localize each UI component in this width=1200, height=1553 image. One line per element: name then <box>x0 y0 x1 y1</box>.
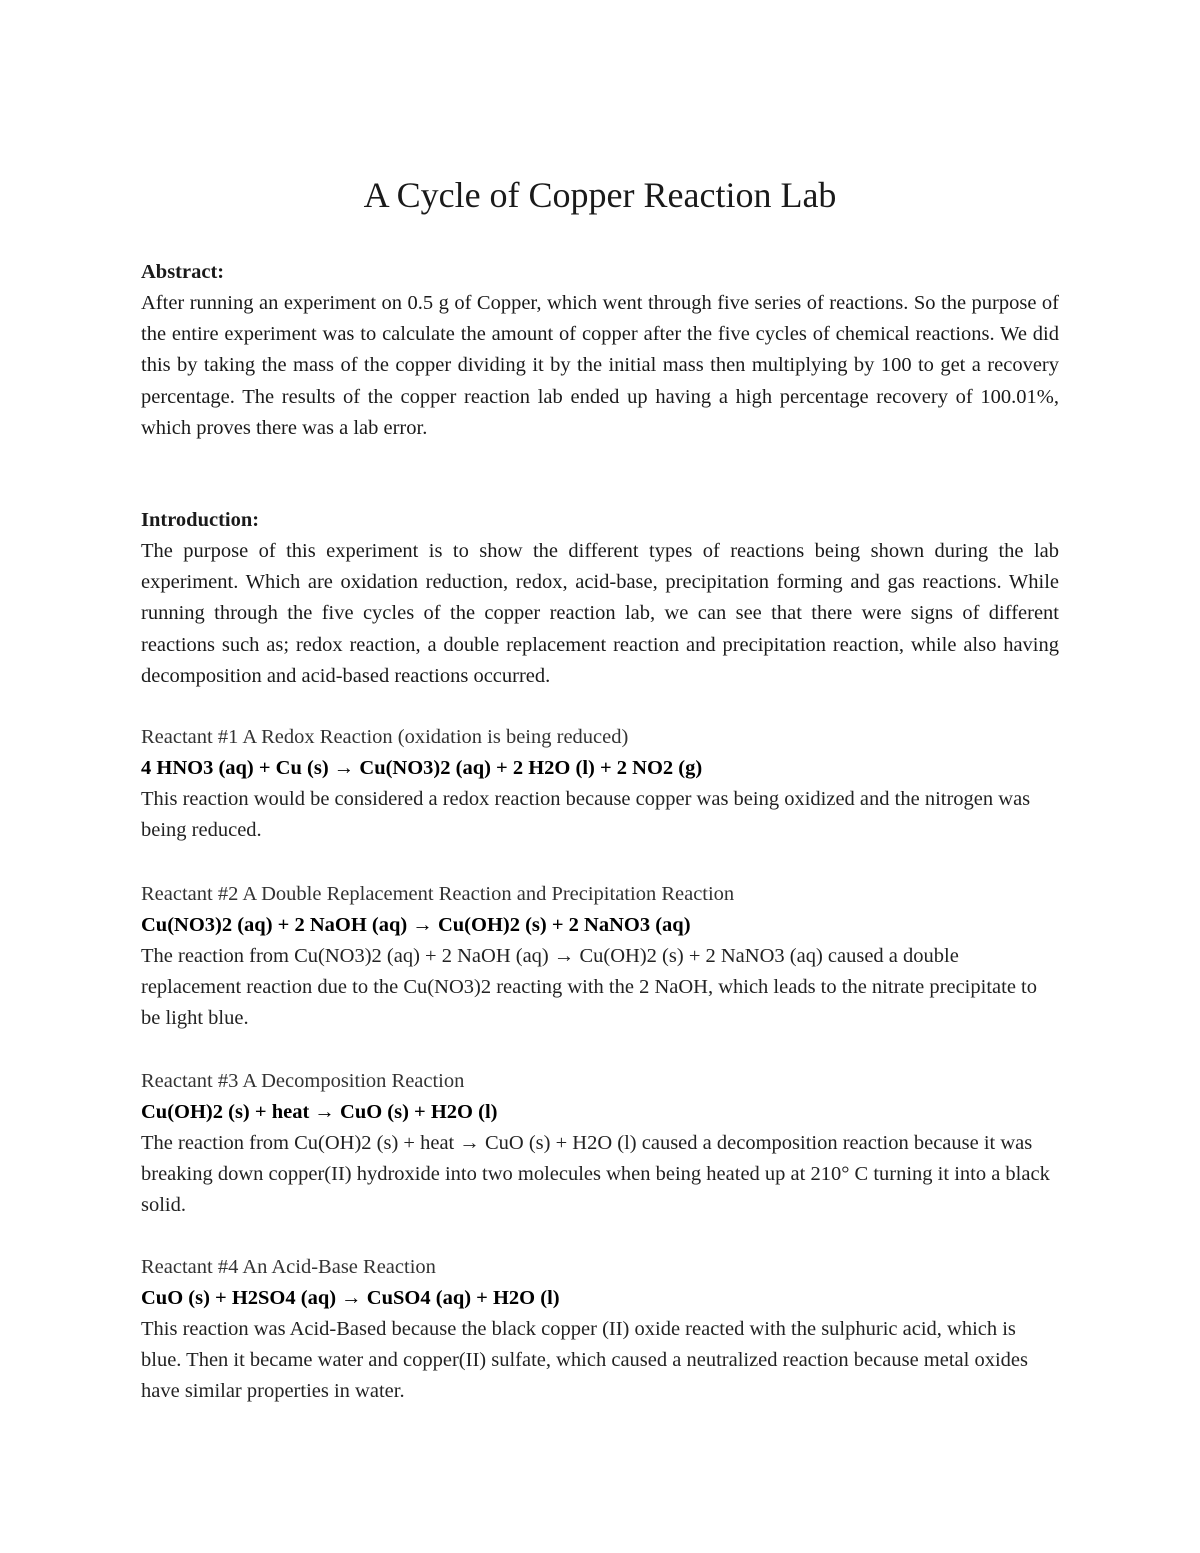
reaction-3 <box>141 1066 1059 1222</box>
reaction-1-equation: 4 HNO3 (aq) + Cu (s) → Cu(NO3)2 (aq) + 2 H2O (l) + 2 NO2 (g) <box>141 757 703 779</box>
introduction-section <box>141 505 1059 692</box>
reaction-1-description: This reaction would be considered a redox reaction because copper was being oxidized and the nitrogen was being reduced. <box>141 788 1031 842</box>
reaction-4-description: This reaction was Acid-Based because the black copper (II) oxide reacted with the sulphuric acid, which is blue. Then it became water and copper(II) sulfate, which caused a neutralized reaction because metal oxides have similar properties in water. <box>141 1318 1028 1403</box>
reaction-4-label: Reactant #4 An Acid-Base Reaction <box>141 1256 436 1278</box>
reaction-1-label: Reactant #1 A Redox Reaction (oxidation is being reduced) <box>141 726 629 748</box>
abstract-heading: Abstract: <box>141 261 225 283</box>
reaction-4-equation: CuO (s) + H2SO4 (aq) → CuSO4 (aq) + H2O (l) <box>141 1287 560 1309</box>
reaction-2-equation: Cu(NO3)2 (aq) + 2 NaOH (aq) → Cu(OH)2 (s) + 2 NaNO3 (aq) <box>141 914 691 936</box>
reaction-2-description: The reaction from Cu(NO3)2 (aq) + 2 NaOH (aq) → Cu(OH)2 (s) + 2 NaNO3 (aq) caused a double replacement reaction due to the Cu(NO3)2 reacting with the 2 NaOH, which leads to the nitrate precipitate to be light blue. <box>141 945 1037 1030</box>
reaction-1 <box>141 722 1059 846</box>
reaction-3-label: Reactant #3 A Decomposition Reaction <box>141 1070 465 1092</box>
abstract-section <box>141 257 1059 444</box>
reaction-4 <box>141 1252 1059 1408</box>
introduction-heading: Introduction: <box>141 509 260 531</box>
reaction-2-label: Reactant #2 A Double Replacement Reaction and Precipitation Reaction <box>141 883 735 905</box>
reaction-3-description: The reaction from Cu(OH)2 (s) + heat → CuO (s) + H2O (l) caused a decomposition reaction because it was breaking down copper(II) hydroxide into two molecules when being heated up at 210° C turning it into a black solid. <box>141 1132 1050 1217</box>
reaction-3-equation: Cu(OH)2 (s) + heat → CuO (s) + H2O (l) <box>141 1101 498 1123</box>
reaction-2 <box>141 879 1059 1035</box>
introduction-text: The purpose of this experiment is to show the different types of reactions being shown during the lab experiment. Which are oxidation reduction, redox, acid-base, precipitation forming and gas reactions. While running through the five cycles of the copper reaction lab, we can see that there were signs of different reactions such as; redox reaction, a double replacement reaction and precipitation reaction, while also having decomposition and acid-based reactions occurred. <box>141 540 1059 687</box>
document-title: A Cycle of Copper Reaction Lab <box>363 175 837 215</box>
abstract-text: After running an experiment on 0.5 g of Copper, which went through five series of reactions. So the purpose of the entire experiment was to calculate the amount of copper after the five cycles of chemical reactions. We did this by taking the mass of the copper dividing it by the initial mass then multiplying by 100 to get a recovery percentage. The results of the copper reaction lab ended up having a high percentage recovery of 100.01%, which proves there was a lab error. <box>141 292 1059 439</box>
